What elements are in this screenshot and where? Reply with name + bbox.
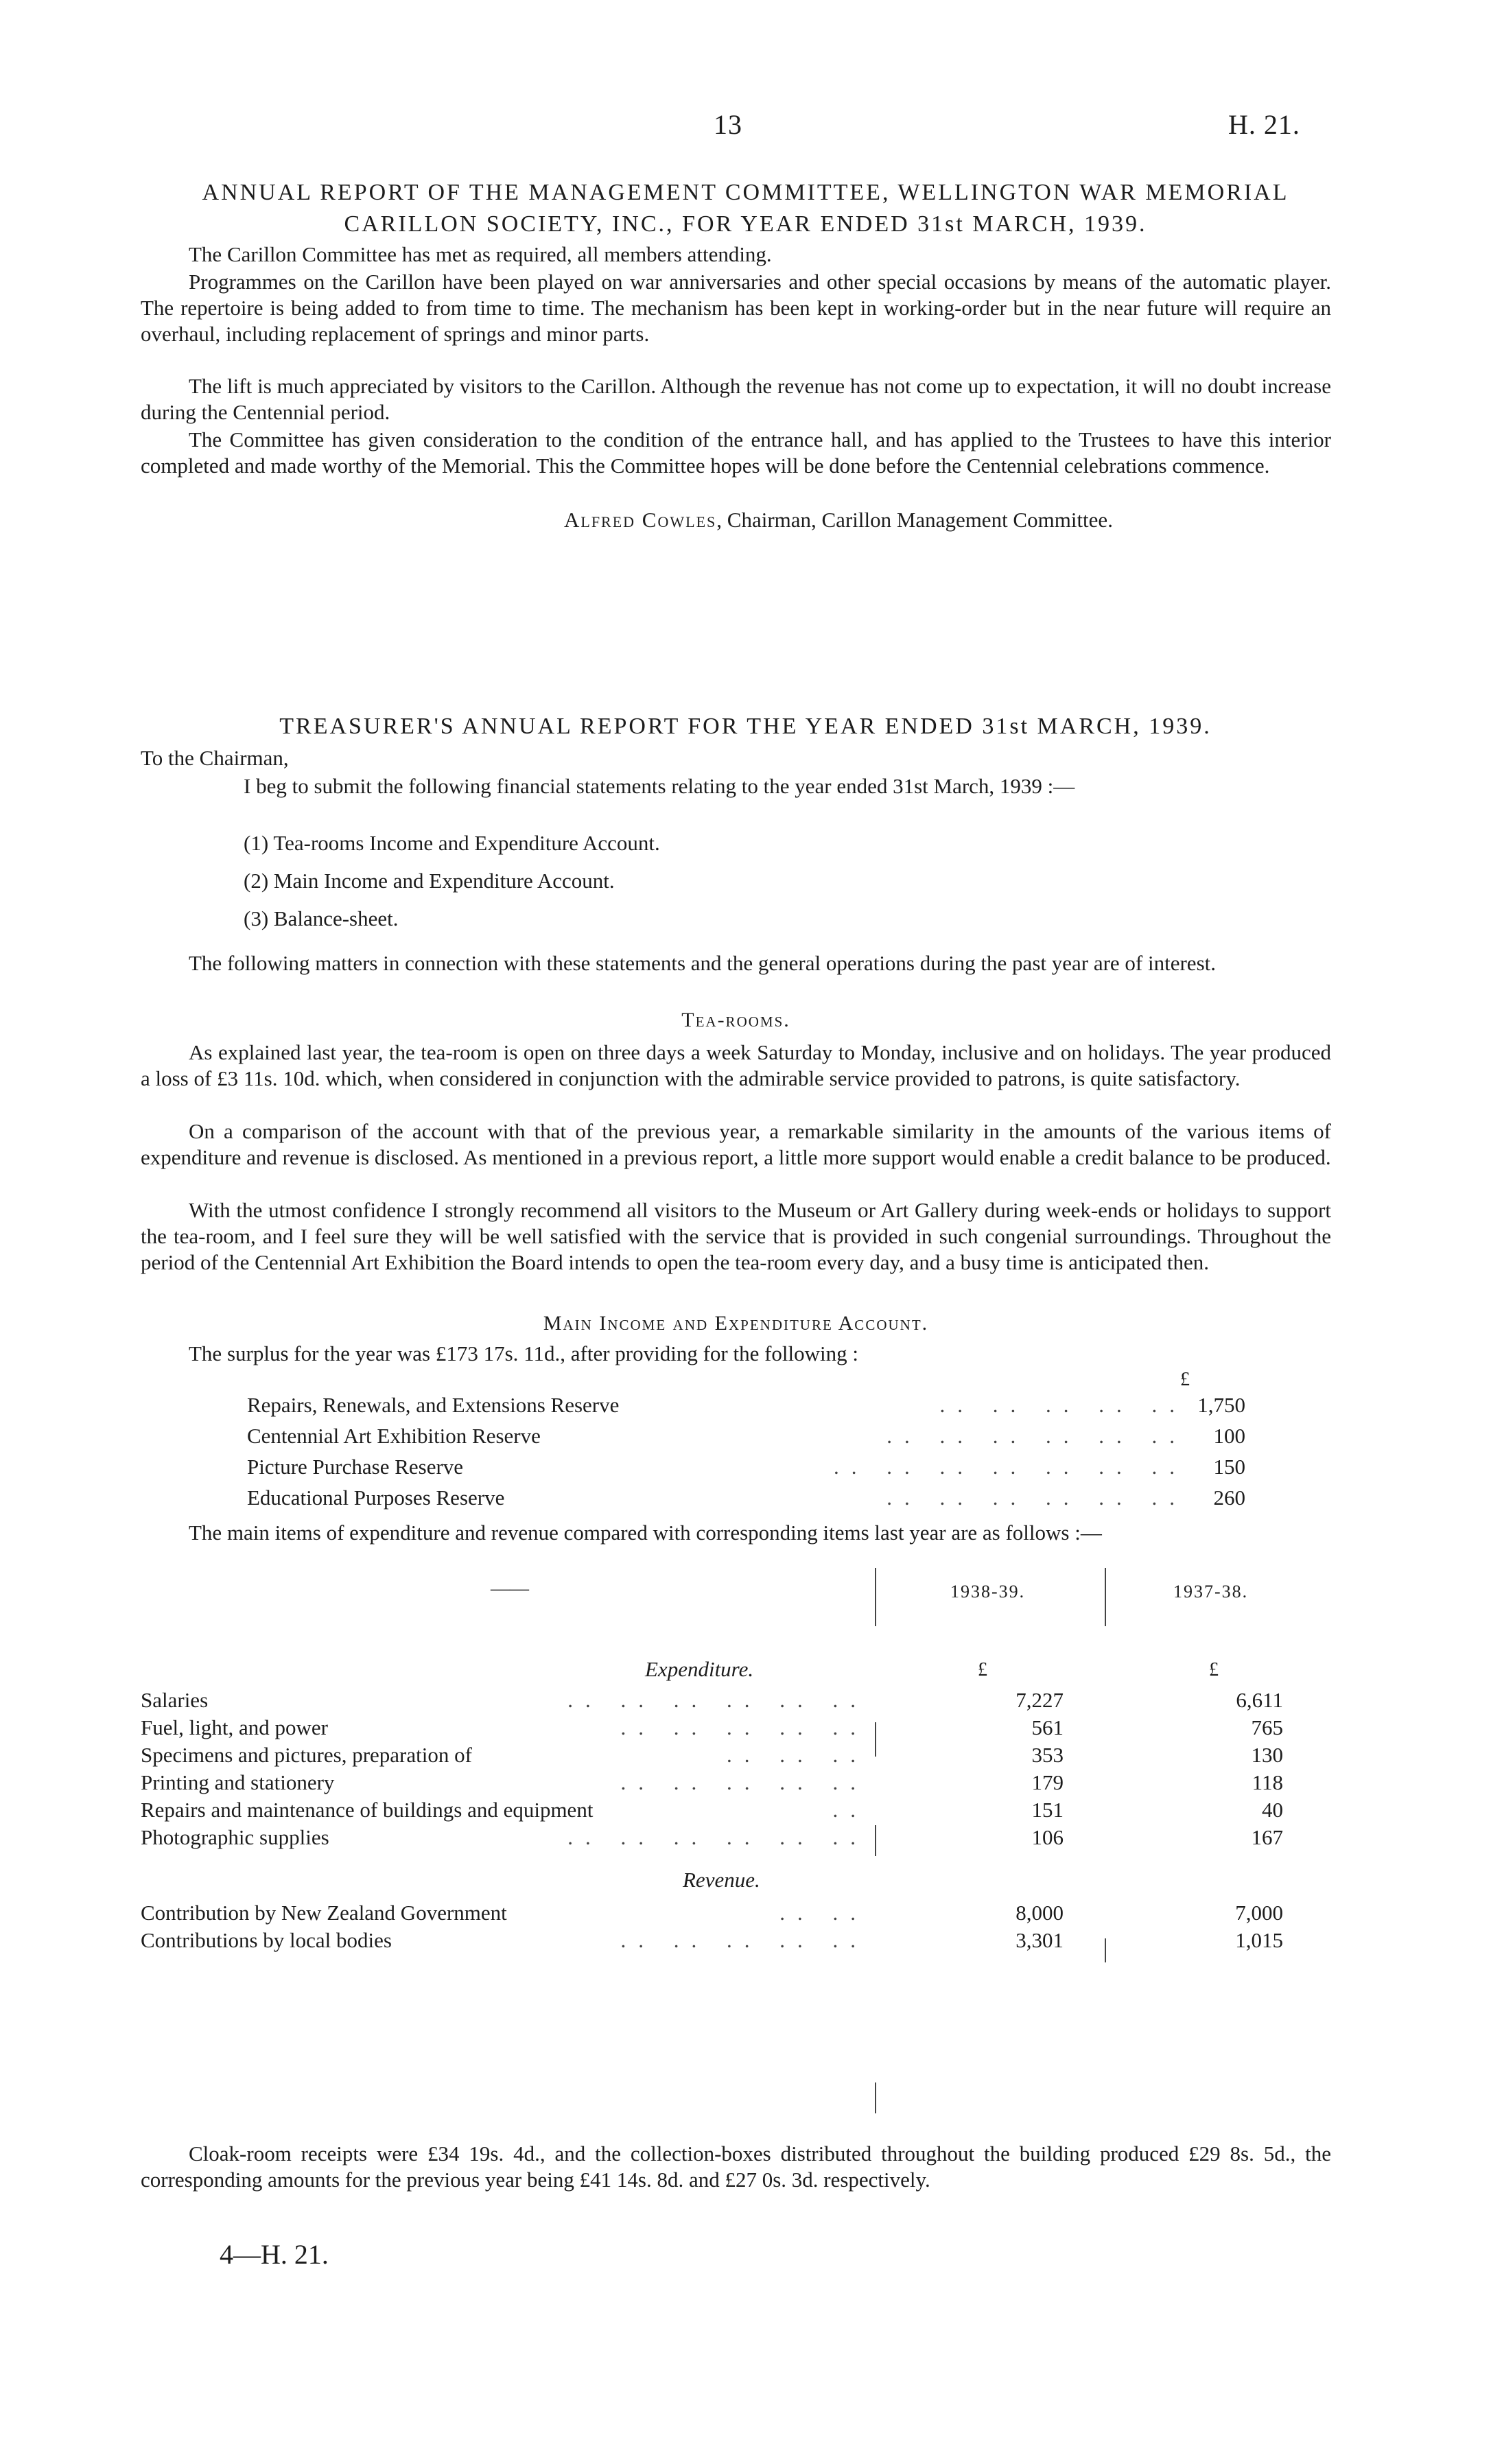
- reserve-row: Centennial Art Exhibition Reserve .. .. .. .. .. .. 100: [247, 1424, 1245, 1448]
- value-1937-38: 1,015: [1235, 1928, 1283, 1952]
- tearooms-paragraph: With the utmost confidence I strongly recommend all visitors to the Museum or Art Gallery during week-ends or holidays to support the tea-room, and I feel sure they will be well satisfied with the service that is provided in such congenial surroundings. Throughout the period of the Centennial Art Exhibition the Board intends to open the tea-room every day, and a busy time is anticipated then.: [141, 1198, 1331, 1274]
- reserve-amount: 1,750: [1197, 1393, 1245, 1417]
- expenditure-row: Repairs and maintenance of buildings and equipment .. 151 40: [141, 1798, 1283, 1822]
- paper-reference: H. 21.: [1228, 109, 1300, 140]
- main-account-heading: Main Income and Expenditure Account.: [543, 1312, 929, 1335]
- expenditure-heading: Expenditure.: [645, 1657, 754, 1681]
- reserve-row: Repairs, Renewals, and Extensions Reserve .. .. .. .. .. 1,750: [247, 1393, 1245, 1417]
- revenue-row: Contributions by local bodies .. .. .. .. .. 3,301 1,015: [141, 1928, 1283, 1952]
- row-label: Repairs and maintenance of buildings and equipment: [141, 1798, 594, 1822]
- statement-item: (2) Main Income and Expenditure Account.: [244, 869, 615, 893]
- value-1937-38: 40: [1262, 1798, 1283, 1822]
- statement-item: (1) Tea-rooms Income and Expenditure Account.: [244, 831, 660, 855]
- reserve-amount: 100: [1213, 1424, 1245, 1448]
- value-1938-39: 7,227: [1015, 1688, 1064, 1712]
- surplus-text: The surplus for the year was £173 17s. 11d., after providing for the following :: [189, 1341, 859, 1365]
- treasurer-title: TREASURER'S ANNUAL REPORT FOR THE YEAR ENDED 31st MARCH, 1939.: [279, 714, 1212, 739]
- row-label: Salaries: [141, 1688, 209, 1712]
- tearooms-heading: Tea-rooms.: [681, 1009, 790, 1031]
- row-label: Contribution by New Zealand Government: [141, 1901, 507, 1925]
- value-1938-39: 353: [1031, 1743, 1064, 1767]
- reserve-label: Educational Purposes Reserve: [247, 1486, 505, 1510]
- revenue-heading: Revenue.: [683, 1868, 760, 1892]
- value-1937-38: 130: [1251, 1743, 1283, 1767]
- tearooms-paragraph: On a comparison of the account with that of the previous year, a remarkable similarity in the amounts of the various items of expenditure and revenue is disclosed. As mentioned in a previous report, a little more support would enable a credit balance to be produced.: [141, 1119, 1331, 1169]
- value-1938-39: 3,301: [1015, 1928, 1064, 1952]
- pound-symbol: £: [1209, 1659, 1219, 1680]
- row-label: Printing and stationery: [141, 1770, 335, 1794]
- value-1938-39: 106: [1031, 1825, 1064, 1849]
- row-label: Photographic supplies: [141, 1825, 329, 1849]
- reserves-currency: £: [1180, 1369, 1190, 1390]
- tearooms-paragraph: As explained last year, the tea-room is open on three days a week Saturday to Monday, inclusive and on holidays. The year produced a loss of £3 11s. 10d. which, when considered in conjunction with the admirable service provided to patrons, is quite satisfactory.: [141, 1040, 1331, 1090]
- value-1938-39: 179: [1031, 1770, 1064, 1794]
- statement-item: (3) Balance-sheet.: [244, 906, 399, 930]
- expenditure-row: Fuel, light, and power .. .. .. .. .. 561 765: [141, 1715, 1283, 1739]
- value-1938-39: 8,000: [1015, 1901, 1064, 1925]
- value-1937-38: 167: [1251, 1825, 1283, 1849]
- carillon-paragraph: The Carillon Committee has met as required, all members attending.: [189, 242, 772, 266]
- table-divider: [1105, 1568, 1106, 1626]
- reserve-label: Picture Purchase Reserve: [247, 1455, 464, 1479]
- carillon-paragraph: The lift is much appreciated by visitors to the Carillon. Although the revenue has not come up to expectation, it will no doubt increase during the Centennial period.: [141, 374, 1331, 424]
- salutation: To the Chairman,: [141, 746, 289, 770]
- pound-symbol: £: [978, 1659, 987, 1680]
- value-1938-39: 151: [1031, 1798, 1064, 1822]
- carillon-paragraph: The Committee has given consideration to the condition of the entrance hall, and has applied to the Trustees to have this interior completed and made worthy of the Memorial. This the Committee hopes will be done before the Centennial celebrations commence.: [141, 427, 1331, 478]
- page-number: 13: [714, 109, 742, 140]
- carillon-signature: [564, 508, 1113, 532]
- signature-name: Alfred Cowles: [564, 508, 717, 532]
- reserve-label: Repairs, Renewals, and Extensions Reserve: [247, 1393, 620, 1417]
- expenditure-row: Salaries .. .. .. .. .. .. 7,227 6,611: [141, 1688, 1283, 1712]
- compare-paragraph: The main items of expenditure and revenue compared with corresponding items last year are as follows :—: [189, 1521, 1102, 1545]
- table-dash: ——: [491, 1578, 529, 1599]
- reserve-row: Educational Purposes Reserve .. .. .. .. .. .. 260: [247, 1486, 1245, 1510]
- treasurer-intro: I beg to submit the following financial statements relating to the year ended 31st March, 1939 :—: [244, 774, 1075, 798]
- value-1938-39: 561: [1031, 1715, 1064, 1739]
- value-1937-38: 6,611: [1236, 1688, 1283, 1712]
- cloakroom-paragraph: Cloak-room receipts were £34 19s. 4d., and the collection-boxes distributed throughout the building produced £29 8s. 5d., the corresponding amounts for the previous year being £41 14s. 8d. and £27 0s. 3d. respectively.: [141, 2142, 1331, 2192]
- row-label: Fuel, light, and power: [141, 1715, 328, 1739]
- expenditure-row: Specimens and pictures, preparation of .. .. .. 353 130: [141, 1743, 1283, 1767]
- expenditure-row: Printing and stationery .. .. .. .. .. 179 118: [141, 1770, 1283, 1794]
- reserve-amount: 260: [1213, 1486, 1245, 1510]
- carillon-title-line2: CARILLON SOCIETY, INC., FOR YEAR ENDED 31st MARCH, 1939.: [344, 211, 1147, 237]
- column-header-1938-39: 1938-39.: [950, 1582, 1026, 1601]
- table-divider: [875, 1568, 876, 1626]
- reserve-amount: 150: [1213, 1455, 1245, 1479]
- table-divider: [875, 2082, 876, 2113]
- value-1937-38: 7,000: [1235, 1901, 1283, 1925]
- carillon-title-line1: ANNUAL REPORT OF THE MANAGEMENT COMMITTEE, WELLINGTON WAR MEMORIAL: [202, 180, 1289, 205]
- matters-paragraph: The following matters in connection with these statements and the general operations during the past year are of interest.: [189, 951, 1216, 975]
- value-1937-38: 765: [1251, 1715, 1283, 1739]
- carillon-paragraph: Programmes on the Carillon have been played on war anniversaries and other special occasions by means of the automatic player. The repertoire is being added to from time to time. The mechanism has been kept in working-order but in the near future will require an overhaul, including replacement of springs and minor parts.: [141, 270, 1331, 346]
- footer-signature-mark: 4—H. 21.: [220, 2239, 329, 2270]
- value-1937-38: 118: [1252, 1770, 1283, 1794]
- reserve-row: Picture Purchase Reserve .. .. .. .. .. .. .. 150: [247, 1455, 1245, 1479]
- column-header-1937-38: 1937-38.: [1173, 1582, 1249, 1601]
- row-label: Contributions by local bodies: [141, 1928, 392, 1952]
- revenue-row: Contribution by New Zealand Government .. .. 8,000 7,000: [141, 1901, 1283, 1925]
- signature-role: , Chairman, Carillon Management Committee.: [716, 508, 1113, 532]
- row-label: Specimens and pictures, preparation of: [141, 1743, 472, 1767]
- reserve-label: Centennial Art Exhibition Reserve: [247, 1424, 541, 1448]
- expenditure-row: Photographic supplies .. .. .. .. .. .. 106 167: [141, 1825, 1283, 1849]
